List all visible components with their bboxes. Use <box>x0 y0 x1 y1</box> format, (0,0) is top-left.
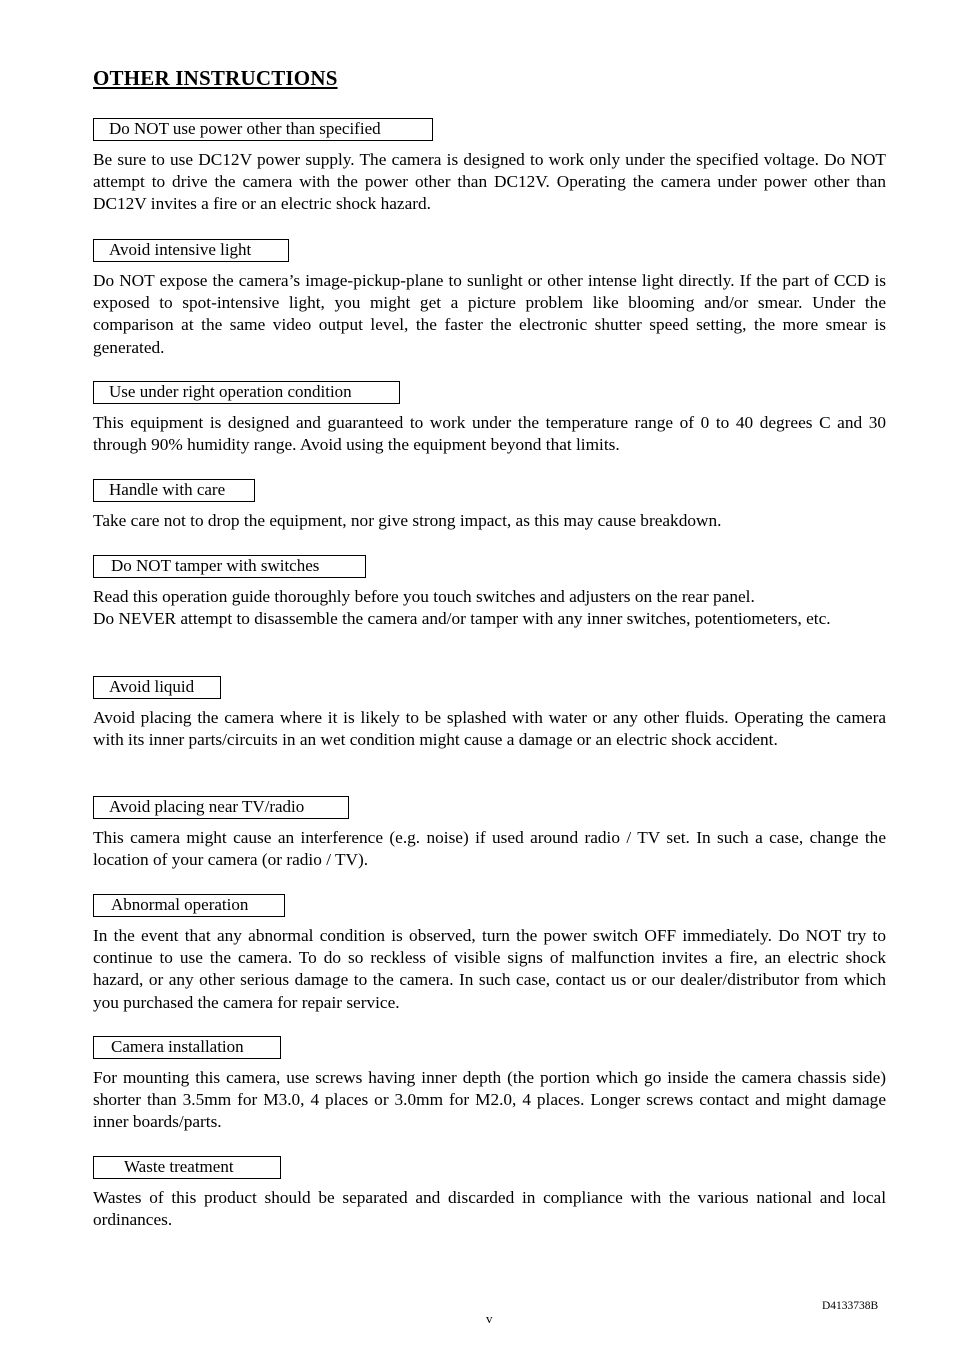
body-paragraph: This equipment is designed and guaranteed to work under the temperature range of 0 to 40 degrees C and 30 through 90% humidity range. Avoid using the equipment beyond that limits. <box>93 413 886 455</box>
section-liquid <box>93 676 886 751</box>
body-paragraph: For mounting this camera, use screws having inner depth (the portion which go inside the camera chassis side) shorter than 3.5mm for M3.0, 4 places or 3.0mm for M2.0, 4 places. Longer screws contact and might damage inner boards/parts. <box>93 1068 886 1132</box>
body-paragraph: Read this operation guide thoroughly before you touch switches and adjusters on the rear panel. <box>93 587 755 606</box>
section-heading-box <box>93 118 433 141</box>
body-paragraph: This camera might cause an interference (e.g. noise) if used around radio / TV set. In such a case, change the location of your camera (or radio / TV). <box>93 828 886 870</box>
section-heading: Do NOT use power other than specified <box>109 119 381 138</box>
section-switches <box>93 555 886 630</box>
section-heading-box <box>93 1036 281 1059</box>
section-heading: Abnormal operation <box>111 895 249 914</box>
section-body <box>93 510 886 532</box>
page-title: OTHER INSTRUCTIONS <box>93 66 338 90</box>
section-heading-box <box>93 479 255 502</box>
section-body <box>93 412 886 456</box>
section-heading-box <box>93 239 289 262</box>
section-heading: Avoid intensive light <box>109 240 252 259</box>
section-handle-care <box>93 479 886 532</box>
section-body <box>93 1187 886 1231</box>
page-number: v <box>486 1311 493 1326</box>
section-heading-box <box>93 555 366 578</box>
body-paragraph: Do NOT expose the camera’s image-pickup-plane to sunlight or other intense light directly. If the part of CCD is exposed to spot-intensive light, you might get a picture problem like blooming and/or smear. Under the comparison at the same video output level, the faster the electronic shutter speed setting, the more smear is generated. <box>93 271 886 357</box>
section-body <box>93 586 886 630</box>
body-paragraph: Wastes of this product should be separated and discarded in compliance with the various national and local ordinances. <box>93 1188 886 1230</box>
section-abnormal <box>93 894 886 1014</box>
section-body <box>93 925 886 1014</box>
document-code: D4133738B <box>822 1300 879 1312</box>
section-operation-condition <box>93 381 886 456</box>
body-paragraph: In the event that any abnormal condition is observed, turn the power switch OFF immediately. Do NOT try to continue to use the camera. To do so reckless of visible signs of malfunction invites a fire, an electric shock hazard, or any other serious damage to the camera. In such case, contact us or our dealer/distributor from which you purchased the camera for repair service. <box>93 926 886 1012</box>
section-heading: Use under right operation condition <box>109 382 352 401</box>
section-tv-radio <box>93 796 886 871</box>
section-heading-box <box>93 1156 281 1179</box>
section-body <box>93 270 886 359</box>
section-light <box>93 239 886 359</box>
body-paragraph: Take care not to drop the equipment, nor give strong impact, as this may cause breakdown. <box>93 511 722 530</box>
section-heading: Handle with care <box>109 480 226 499</box>
section-heading-box <box>93 894 285 917</box>
section-heading-box <box>93 676 221 699</box>
section-heading: Camera installation <box>111 1037 244 1056</box>
section-body <box>93 149 886 216</box>
section-heading: Avoid placing near TV/radio <box>109 797 305 816</box>
body-paragraph: Be sure to use DC12V power supply. The camera is designed to work only under the specified voltage. Do NOT attempt to drive the camera with the power other than DC12V. Operating the camera under power other than DC12V invites a fire or an electric shock hazard. <box>93 150 886 214</box>
section-installation <box>93 1036 886 1134</box>
section-heading: Do NOT tamper with switches <box>111 556 320 575</box>
section-body <box>93 827 886 871</box>
section-waste <box>93 1156 886 1231</box>
section-heading: Waste treatment <box>124 1157 234 1176</box>
section-body <box>93 1067 886 1134</box>
body-paragraph: Do NEVER attempt to disassemble the camera and/or tamper with any inner switches, potentiometers, etc. <box>93 609 831 629</box>
section-body <box>93 707 886 751</box>
section-heading-box <box>93 381 400 404</box>
section-power <box>93 118 886 216</box>
section-heading-box <box>93 796 349 819</box>
section-heading: Avoid liquid <box>109 677 195 696</box>
body-paragraph: Avoid placing the camera where it is likely to be splashed with water or any other fluids. Operating the camera with its inner parts/circuits in an wet condition might cause a damage or an electric shock accident. <box>93 708 886 750</box>
